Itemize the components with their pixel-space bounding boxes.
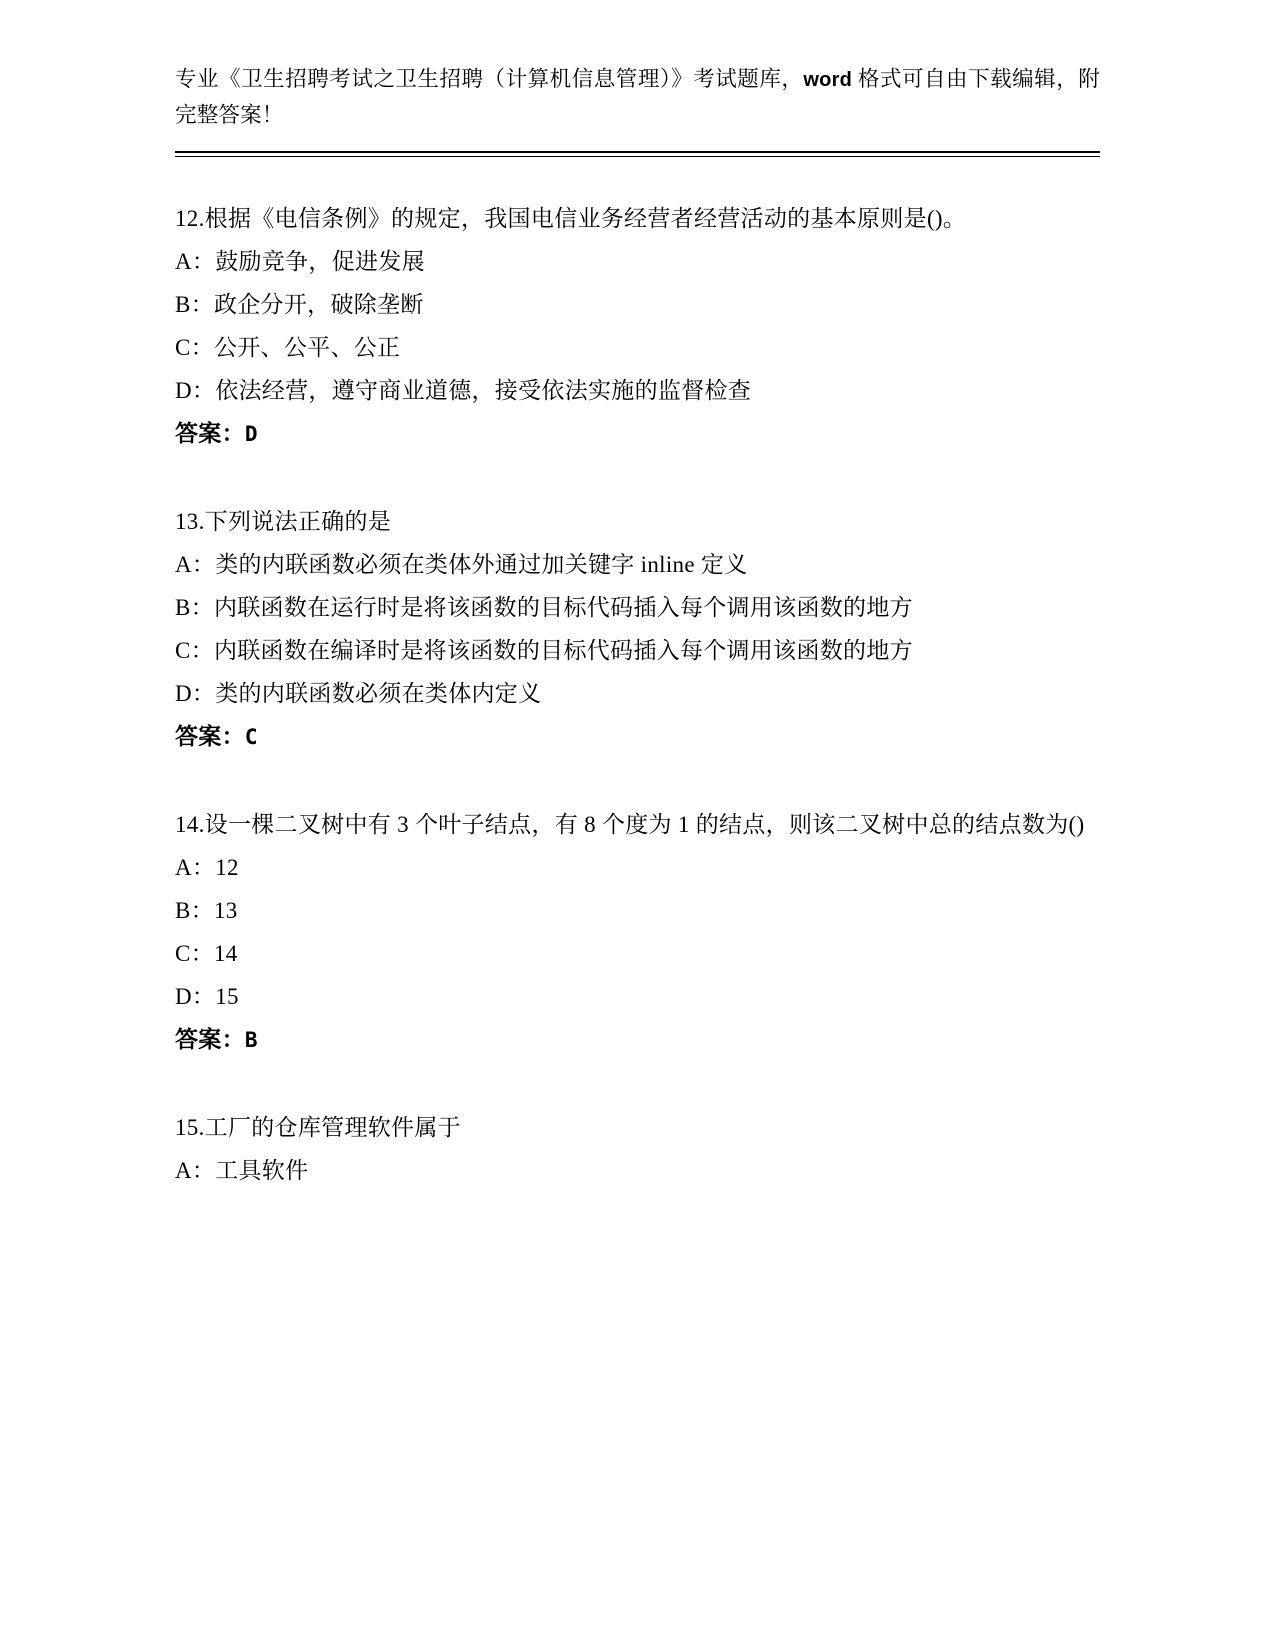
question-item (175, 197, 1100, 456)
question-stem: 15.工厂的仓库管理软件属于 (175, 1115, 461, 1140)
answer-value: B (244, 1028, 258, 1052)
option-b: B：内联函数在运行时是将该函数的目标代码插入每个调用该函数的地方 (175, 595, 913, 620)
answer-value: D (244, 422, 258, 446)
option-d: D：类的内联函数必须在类体内定义 (175, 681, 542, 706)
option-c: C：14 (175, 941, 238, 966)
question-item (175, 1106, 1100, 1192)
header-text-before: 专业《卫生招聘考试之卫生招聘（计算机信息管理）》考试题库， (175, 67, 804, 91)
answer-label: 答案： (175, 421, 245, 446)
answer-value: C (244, 725, 258, 749)
option-d: D：15 (175, 984, 239, 1009)
question-stem: 13.下列说法正确的是 (175, 509, 392, 534)
header-text-after: 格式可自由下载编辑，附完整答案！ (175, 67, 1100, 127)
option-a: A：鼓励竞争，促进发展 (175, 249, 425, 274)
option-c: C：公开、公平、公正 (175, 335, 401, 360)
answer-row (175, 715, 1100, 759)
question-item (175, 803, 1100, 1062)
option-b: B：13 (175, 898, 238, 923)
question-item (175, 500, 1100, 759)
option-d: D：依法经营，遵守商业道德，接受依法实施的监督检查 (175, 378, 752, 403)
questions-list (175, 197, 1100, 1192)
option-a: A：工具软件 (175, 1158, 309, 1183)
option-a: A：类的内联函数必须在类体外通过加关键字 inline 定义 (175, 552, 748, 577)
document-header (175, 62, 1100, 133)
answer-row (175, 412, 1100, 456)
header-word-tag: word (803, 69, 852, 91)
option-b: B：政企分开，破除垄断 (175, 292, 424, 317)
header-divider (175, 151, 1100, 157)
question-stem: 14.设一棵二叉树中有 3 个叶子结点，有 8 个度为 1 的结点，则该二叉树中总的结点数为() (175, 812, 1085, 837)
answer-row (175, 1018, 1100, 1062)
answer-label: 答案： (175, 724, 245, 749)
question-stem: 12.根据《电信条例》的规定，我国电信业务经营者经营活动的基本原则是()。 (175, 206, 967, 231)
answer-label: 答案： (175, 1027, 245, 1052)
page-content (175, 62, 1100, 1236)
option-a: A：12 (175, 855, 239, 880)
option-c: C：内联函数在编译时是将该函数的目标代码插入每个调用该函数的地方 (175, 638, 913, 663)
